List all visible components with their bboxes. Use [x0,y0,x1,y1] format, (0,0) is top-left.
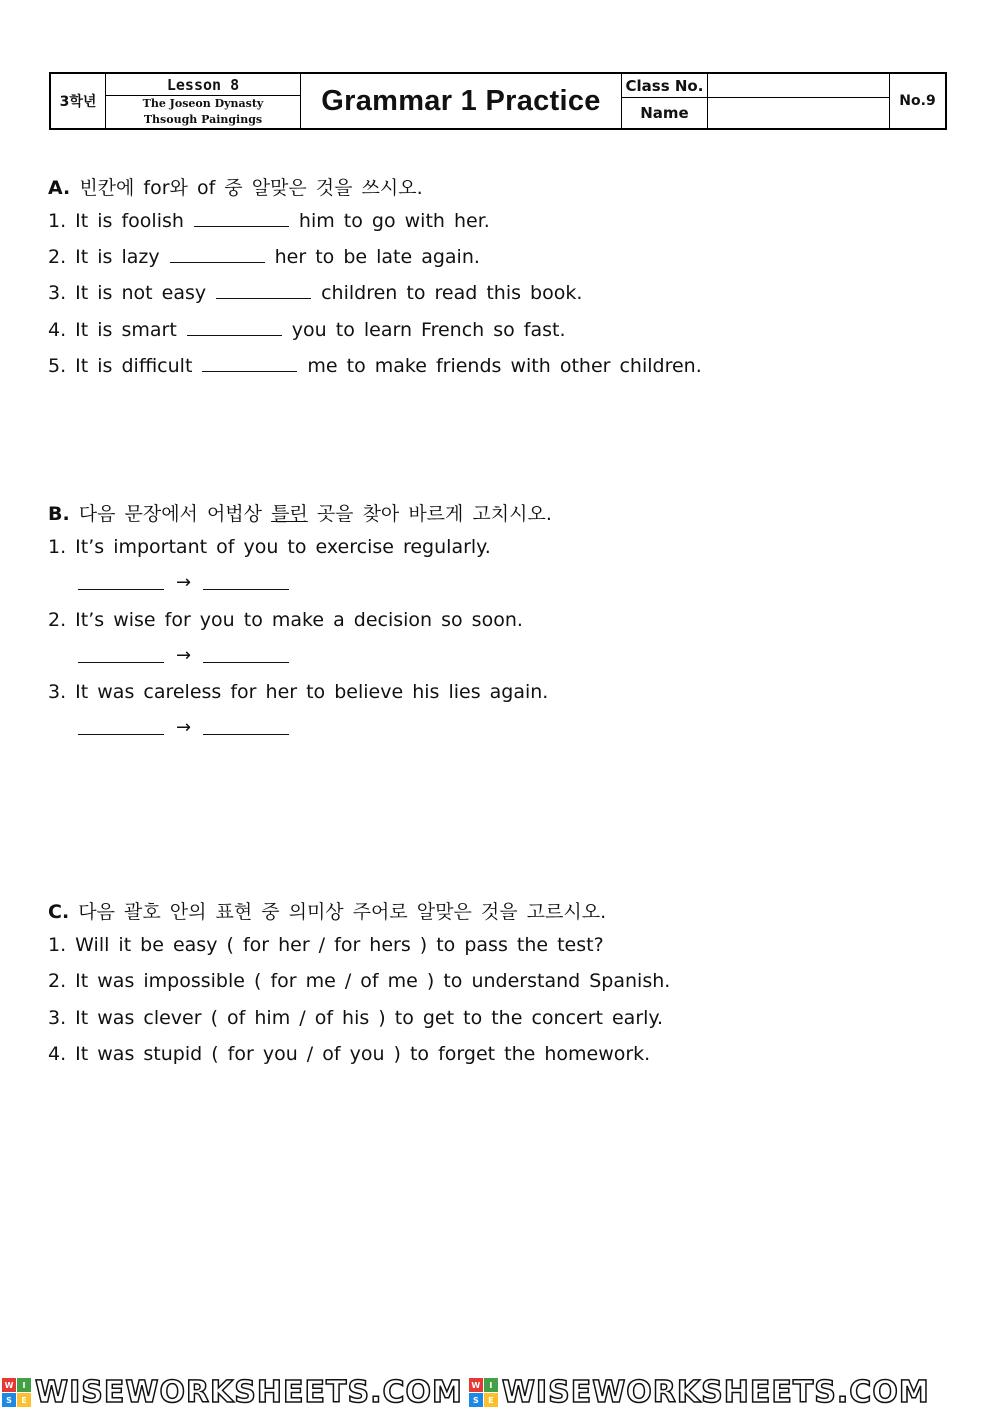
section-b-heading [48,499,552,526]
logo-square: I [17,1378,31,1392]
section-a-item-1 [48,210,490,232]
worksheet-number: No.9 [899,93,936,109]
watermark-logo [469,1375,930,1410]
name-field[interactable] [708,98,890,128]
item-text-before: 1. It is foolish [48,210,184,232]
item-text-after: you to learn French so fast. [291,319,566,341]
section-b-item-1: 1. It’s important of you to exercise regularly. [48,536,491,558]
section-b-item-3: 3. It was careless for her to believe his lies again. [48,681,549,703]
logo-text-content: WISEWORKSHEETS.COM [501,1375,930,1410]
section-c-heading [48,897,606,924]
section-b-answer-row-1 [78,572,289,593]
wrong-word-blank[interactable] [78,720,164,735]
answer-blank[interactable] [202,370,297,372]
correction-blank[interactable] [203,720,289,735]
section-b-instruction-pre: 다음 문장에서 어법상 [78,503,263,525]
section-c-instruction: 다음 괄호 안의 표현 중 의미상 주어로 알맞은 것을 고르시오. [78,901,607,923]
section-c-item-3[interactable]: 3. It was clever ( of him / of his ) to get to the concert early. [48,1007,663,1029]
section-c-item-2[interactable]: 2. It was impossible ( for me / of me ) to understand Spanish. [48,970,671,992]
name-label: Name [622,98,708,128]
logo-text [502,1375,930,1410]
subtitle-line-1: The Joseon Dynasty [142,97,264,110]
arrow-icon: → [176,645,192,666]
page-title: Grammar 1 Practice [301,74,622,128]
section-b-letter: B. [48,503,70,525]
lesson-subtitle [106,96,301,128]
logo-grid-icon [469,1378,498,1407]
logo-square: I [484,1378,498,1392]
item-text-after: her to be late again. [274,246,480,268]
class-no-field[interactable] [708,74,890,98]
section-c-letter: C. [48,901,70,923]
section-a-instruction: 빈칸에 for와 of 중 알맞은 것을 쓰시오. [79,177,423,199]
watermark-logo [2,1375,463,1410]
section-c-item-1[interactable]: 1. Will it be easy ( for her / for hers ) to pass the test? [48,934,604,956]
answer-blank[interactable] [170,261,265,263]
logo-square: E [484,1393,498,1407]
item-text-after: me to make friends with other children. [307,355,702,377]
logo-text [35,1375,463,1410]
section-a-item-2 [48,246,480,268]
subtitle-line-2: Thsough Paingings [143,113,263,126]
section-a-item-4 [48,319,566,341]
logo-grid-icon [2,1378,31,1407]
logo-square: W [2,1378,16,1392]
logo-square: E [17,1393,31,1407]
answer-blank[interactable] [187,334,282,336]
section-b-answer-row-2 [78,645,289,666]
section-c-item-4[interactable]: 4. It was stupid ( for you / of you ) to forget the homework. [48,1043,651,1065]
item-text-before: 2. It is lazy [48,246,160,268]
correction-blank[interactable] [203,575,289,590]
logo-square: S [469,1393,483,1407]
wrong-word-blank[interactable] [78,648,164,663]
correction-blank[interactable] [203,648,289,663]
section-b-instruction-post: 곳을 찾아 바르게 고치시오. [316,503,552,525]
header-table [49,72,947,130]
class-no-label: Class No. [622,74,708,98]
logo-square: S [2,1393,16,1407]
item-text-after: children to read this book. [321,282,583,304]
section-b-instruction-underlined: 틀린 [271,503,308,525]
wrong-word-blank[interactable] [78,575,164,590]
grade-label: 3학년 [51,74,106,128]
answer-blank[interactable] [194,225,289,227]
section-b-item-2: 2. It’s wise for you to make a decision so soon. [48,609,523,631]
section-b-answer-row-3 [78,717,289,738]
answer-blank[interactable] [216,297,311,299]
arrow-icon: → [176,717,192,738]
logo-text-content: WISEWORKSHEETS.COM [35,1375,463,1410]
section-a-item-3 [48,282,582,304]
section-a-heading [48,173,423,200]
item-text-after: him to go with her. [298,210,490,232]
item-text-before: 5. It is difficult [48,355,193,377]
lesson-label: Lesson 8 [106,74,301,96]
section-a-item-5 [48,355,702,377]
footer-watermark [0,1374,1000,1411]
arrow-icon: → [176,572,192,593]
item-text-before: 4. It is smart [48,319,177,341]
section-a-letter: A. [48,177,71,199]
item-text-before: 3. It is not easy [48,282,207,304]
logo-square: W [469,1378,483,1392]
